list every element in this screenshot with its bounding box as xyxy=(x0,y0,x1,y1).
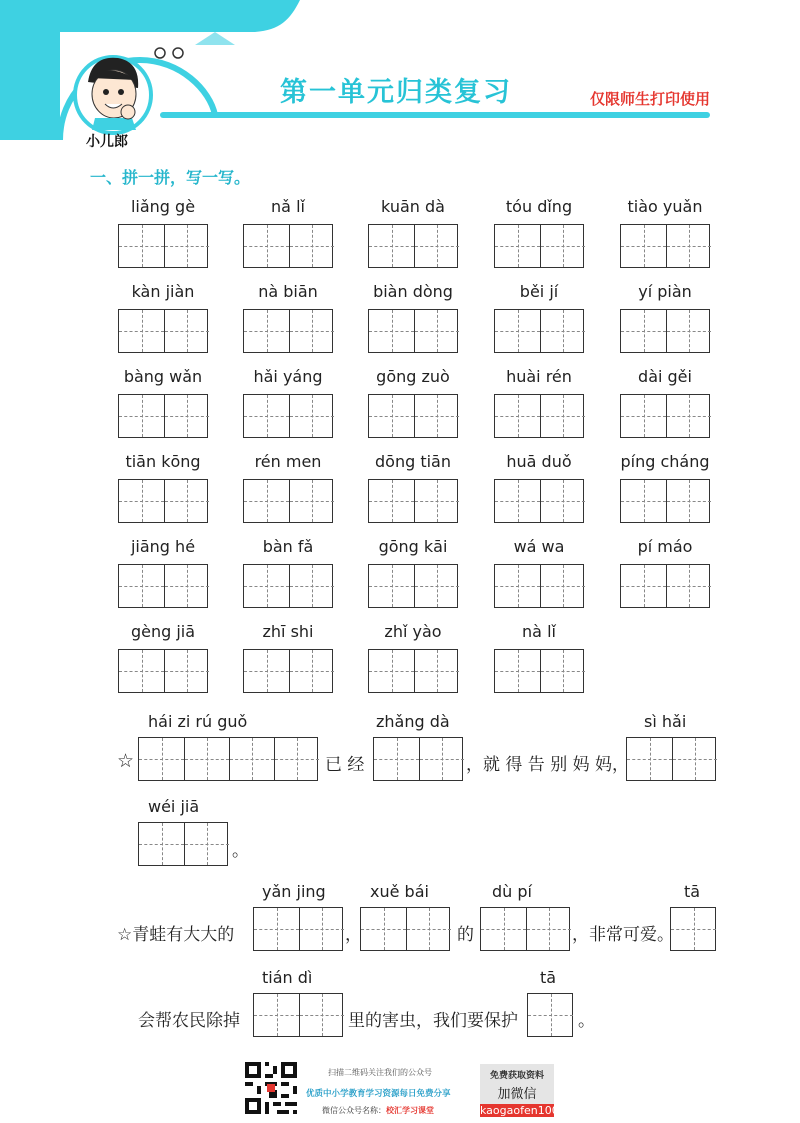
word-answer-box[interactable] xyxy=(620,479,710,523)
word-answer-box[interactable] xyxy=(243,224,333,268)
word-pinyin: gōng zuò xyxy=(376,367,450,386)
word-answer-box[interactable] xyxy=(494,564,584,608)
text-period-1: 。 xyxy=(232,841,249,861)
word-pinyin: dōng tiān xyxy=(375,452,451,471)
answer-box-sihai[interactable] xyxy=(626,737,716,781)
word-answer-box[interactable] xyxy=(494,649,584,693)
pinyin-dupi: dù pí xyxy=(492,882,532,901)
wechat-badge-top: 免费获取资料 xyxy=(489,1071,544,1081)
word-answer-box[interactable] xyxy=(118,479,208,523)
answer-box-tiandi[interactable] xyxy=(253,993,343,1037)
text-comma: ， xyxy=(345,925,362,945)
pinyin-haizirguo: hái zi rú guǒ xyxy=(148,712,248,731)
brand-label: 小儿郎 xyxy=(86,134,128,150)
footer-scan-text: 扫描二维码关注我们的公众号 xyxy=(328,1068,432,1077)
pinyin-ta-2: tā xyxy=(540,968,557,987)
answer-box-xuebai[interactable] xyxy=(360,907,450,951)
answer-box-dupi[interactable] xyxy=(480,907,570,951)
word-answer-box[interactable] xyxy=(494,394,584,438)
answer-box-ta-1[interactable] xyxy=(670,907,716,951)
word-answer-box[interactable] xyxy=(494,224,584,268)
section-title: 一、拼一拼，写一写。 xyxy=(90,168,251,187)
pinyin-sihai: sì hǎi xyxy=(644,712,687,731)
word-answer-box[interactable] xyxy=(243,394,333,438)
word-pinyin: rén men xyxy=(254,452,322,471)
page-title: 第一单元归类复习 xyxy=(280,77,512,108)
word-pinyin: liǎng gè xyxy=(130,197,196,216)
text-huibangnongmin: 会帮农民除掉 xyxy=(138,1011,240,1031)
word-pinyin: tóu dǐng xyxy=(505,197,573,216)
word-answer-box[interactable] xyxy=(620,394,710,438)
wechat-badge xyxy=(480,1064,559,1117)
pinyin-tiandi: tián dì xyxy=(262,968,313,987)
text-de: 的 xyxy=(457,925,474,945)
word-answer-box[interactable] xyxy=(118,224,208,268)
text-qingwa: ☆青蛙有大大的 xyxy=(117,925,235,945)
word-answer-box[interactable] xyxy=(494,309,584,353)
answer-box-yanjing[interactable] xyxy=(253,907,343,951)
text-lidehaichong: 里的害虫，我们要保护 xyxy=(348,1011,518,1031)
footer-account-text: 微信公众号名称：校汇学习课堂 xyxy=(322,1106,434,1115)
word-pinyin: jiāng hé xyxy=(130,537,196,556)
pinyin-zhangda: zhǎng dà xyxy=(376,712,450,731)
wechat-badge-id: kaogaofen100 xyxy=(480,1104,559,1117)
word-pinyin: dài gěi xyxy=(638,367,692,386)
word-pinyin: gōng kāi xyxy=(378,537,448,556)
word-answer-box[interactable] xyxy=(243,479,333,523)
pinyin-weijia: wéi jiā xyxy=(148,797,200,816)
word-pinyin: zhǐ yào xyxy=(384,622,442,641)
word-pinyin: huài rén xyxy=(506,367,572,386)
word-pinyin: tiān kōng xyxy=(125,452,201,471)
word-answer-box[interactable] xyxy=(118,394,208,438)
word-pinyin: biàn dòng xyxy=(373,282,453,301)
word-answer-box[interactable] xyxy=(368,479,458,523)
word-pinyin: nǎ lǐ xyxy=(271,197,305,216)
star-mark: ☆ xyxy=(117,750,135,772)
word-answer-box[interactable] xyxy=(118,564,208,608)
word-pinyin: nà biān xyxy=(258,282,318,301)
word-pinyin: bàng wǎn xyxy=(123,367,203,386)
word-answer-box[interactable] xyxy=(620,224,710,268)
word-answer-box[interactable] xyxy=(118,309,208,353)
print-note: 仅限师生打印使用 xyxy=(590,90,711,108)
word-answer-box[interactable] xyxy=(494,479,584,523)
word-answer-box[interactable] xyxy=(368,564,458,608)
word-answer-box[interactable] xyxy=(243,649,333,693)
answer-box-zhangda[interactable] xyxy=(373,737,463,781)
text-jiudegaobiemama: ，就 得 告 别 妈 妈， xyxy=(466,755,630,775)
word-pinyin: zhī shi xyxy=(262,622,314,641)
word-pinyin: huā duǒ xyxy=(506,452,572,471)
word-answer-box[interactable] xyxy=(243,564,333,608)
text-period-2: 。 xyxy=(578,1011,595,1031)
word-pinyin: nà lǐ xyxy=(522,622,556,641)
word-pinyin: kàn jiàn xyxy=(131,282,195,301)
pinyin-ta-1: tā xyxy=(684,882,701,901)
text-feichangkeai: ，非常可爱。 xyxy=(572,925,674,945)
word-pinyin: wá wa xyxy=(513,537,565,556)
word-pinyin: píng cháng xyxy=(620,452,710,471)
word-pinyin: bàn fǎ xyxy=(262,537,314,556)
word-pinyin: gèng jiā xyxy=(130,622,196,641)
pinyin-xuebai: xuě bái xyxy=(370,882,429,901)
footer-resource-text: 优质中小学教育学习资源每日免费分享 xyxy=(306,1089,451,1099)
pinyin-yanjing: yǎn jing xyxy=(262,882,326,901)
word-pinyin: yí piàn xyxy=(638,282,692,301)
word-pinyin: běi jí xyxy=(519,282,559,301)
word-pinyin: kuān dà xyxy=(381,197,445,216)
word-pinyin: pí máo xyxy=(637,537,693,556)
answer-box-weijia[interactable] xyxy=(138,822,228,866)
text-yijing: 已 经 xyxy=(325,755,365,775)
word-answer-box[interactable] xyxy=(118,649,208,693)
word-pinyin: tiào yuǎn xyxy=(627,197,703,216)
word-answer-box[interactable] xyxy=(243,309,333,353)
answer-box-ta-2[interactable] xyxy=(527,993,573,1037)
qr-code-icon xyxy=(245,1062,297,1114)
word-answer-box[interactable] xyxy=(620,564,710,608)
word-answer-box[interactable] xyxy=(368,309,458,353)
wechat-badge-mid: 加微信 xyxy=(497,1087,537,1102)
word-pinyin: hǎi yáng xyxy=(253,367,323,386)
word-answer-box[interactable] xyxy=(368,649,458,693)
answer-box-haiziruguo[interactable] xyxy=(138,737,318,781)
word-answer-box[interactable] xyxy=(620,309,710,353)
word-answer-box[interactable] xyxy=(368,224,458,268)
word-answer-box[interactable] xyxy=(368,394,458,438)
